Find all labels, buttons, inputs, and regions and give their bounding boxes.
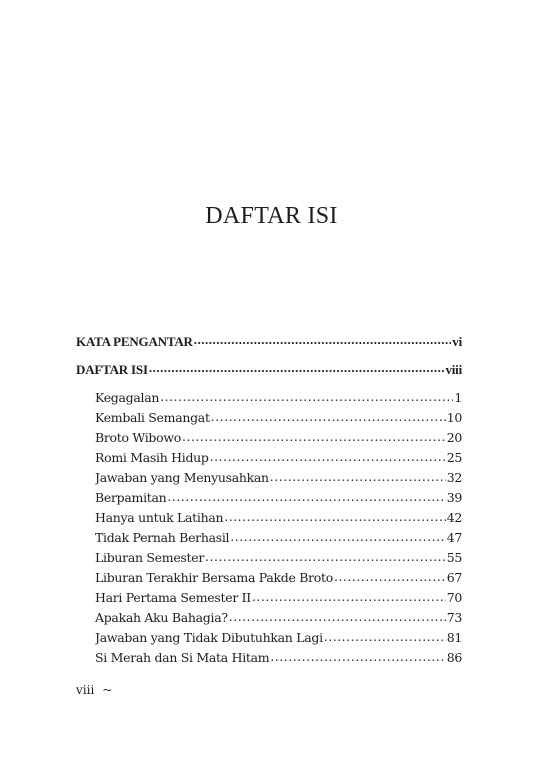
toc-chapter-entry[interactable] [95,469,462,485]
dot-leader [205,549,446,562]
toc-chapter-title: Kembali Semangat [95,409,210,425]
dot-leader [194,333,452,346]
dot-leader [182,429,446,442]
toc-chapter-page: 81 [446,629,462,645]
toc-chapter-entry[interactable] [95,609,462,625]
toc-chapter-title: Si Merah dan Si Mata Hitam [95,649,270,665]
dot-leader [270,469,446,482]
toc-chapter-page: 1 [454,389,462,405]
toc-chapter-entry[interactable] [95,549,462,565]
toc-chapter-title: Broto Wibowo [95,429,181,445]
toc-chapter-page: 39 [446,489,462,505]
page-title: DAFTAR ISI [205,203,338,229]
page-footer [76,683,112,697]
toc-chapter-entry[interactable] [95,649,462,665]
toc-entry-page: viii [445,362,462,377]
toc-chapter-page: 70 [446,589,462,605]
page-number: viii [76,683,95,697]
toc-chapter-page: 73 [446,609,462,625]
dot-leader [149,361,445,374]
dot-leader [324,629,446,642]
toc-chapter-entry[interactable] [95,629,462,645]
dot-leader [224,509,445,522]
toc-chapter-entry[interactable] [95,449,462,465]
dot-leader [211,409,446,422]
toc-chapter-title: Tidak Pernah Berhasil [95,529,230,545]
toc-chapter-page: 47 [446,529,462,545]
toc-chapter-page: 55 [446,549,462,565]
toc-chapter-page: 25 [446,449,462,465]
toc-chapter-page: 86 [446,649,462,665]
dot-leader [210,449,446,462]
toc-chapter-title: Hanya untuk Latihan [95,509,224,525]
toc-chapter-title: Hari Pertama Semester II [95,589,251,605]
toc-chapter-entry[interactable] [95,569,462,585]
toc-entry-page: vi [452,334,462,349]
dot-leader [167,489,445,502]
toc-chapter-entry[interactable] [95,589,462,605]
toc-chapter-entry[interactable] [95,489,462,505]
toc-chapter-title: Romi Masih Hidup [95,449,209,465]
toc-chapter-entry[interactable] [95,389,462,405]
dot-leader [334,569,446,582]
toc-chapter-title: Jawaban yang Menyusahkan [95,469,269,485]
dot-leader [229,609,446,622]
toc-chapter-entry[interactable] [95,429,462,445]
toc-entry-label: KATA PENGANTAR [76,334,193,349]
toc-chapter-title: Liburan Semester [95,549,205,565]
toc-entry-kata-pengantar[interactable] [76,333,462,350]
toc-entry-daftar-isi[interactable] [76,361,462,378]
toc-chapter-title: Apakah Aku Bahagia? [95,609,228,625]
toc-chapter-title: Jawaban yang Tidak Dibutuhkan Lagi [95,629,323,645]
toc-chapter-page: 20 [446,429,462,445]
toc-chapter-title: Kegagalan [95,389,160,405]
dot-leader [252,589,446,602]
tilde-ornament: ~ [102,683,113,697]
toc-chapter-entry[interactable] [95,509,462,525]
toc-chapter-page: 32 [446,469,462,485]
toc-chapter-entry[interactable] [95,529,462,545]
toc-chapter-page: 42 [446,509,462,525]
toc-chapter-entry[interactable] [95,409,462,425]
toc-chapter-page: 10 [446,409,462,425]
toc-chapter-title: Berpamitan [95,489,167,505]
toc-chapter-page: 67 [446,569,462,585]
toc-entry-label: DAFTAR ISI [76,362,148,377]
dot-leader [230,529,445,542]
toc-chapter-title: Liburan Terakhir Bersama Pakde Broto [95,569,333,585]
dot-leader [270,649,445,662]
dot-leader [160,389,453,402]
